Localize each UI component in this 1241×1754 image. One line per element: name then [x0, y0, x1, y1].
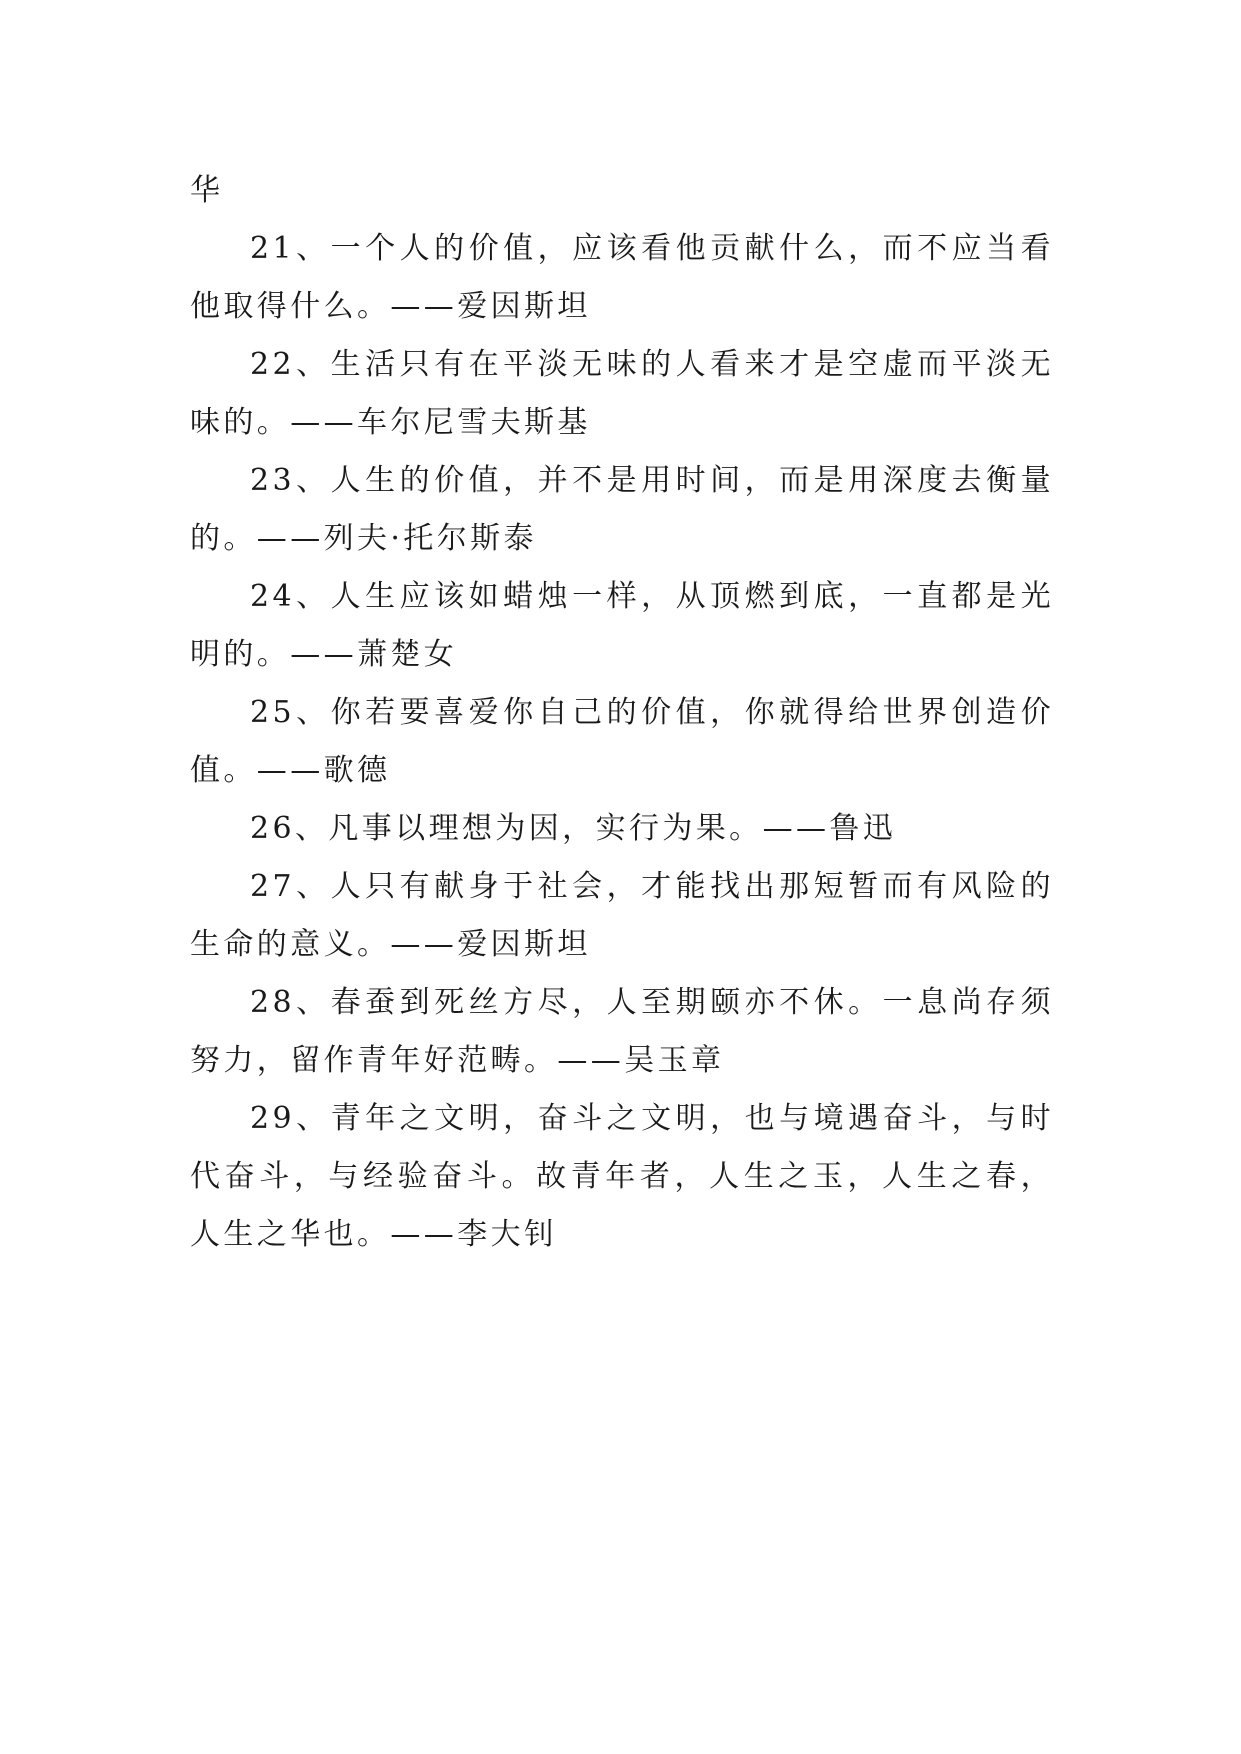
quote-paragraph: 24、人生应该如蜡烛一样，从顶燃到底，一直都是光明的。——萧楚女: [190, 579, 1054, 672]
continuation-line: 华: [190, 173, 224, 208]
quote-paragraph: 29、青年之文明，奋斗之文明，也与境遇奋斗，与时代奋斗，与经验奋斗。故青年者，人生之玉，人生之春，人生之华也。——李大钊: [190, 1101, 1054, 1252]
quote-paragraph: 25、你若要喜爱你自己的价值，你就得给世界创造价值。——歌德: [190, 695, 1054, 788]
document-body: [190, 162, 1054, 1264]
quote-paragraph: 21、一个人的价值，应该看他贡献什么，而不应当看他取得什么。——爱因斯坦: [190, 231, 1054, 324]
quote-paragraph: 22、生活只有在平淡无味的人看来才是空虚而平淡无味的。——车尔尼雪夫斯基: [190, 347, 1054, 440]
quote-paragraph: 26、凡事以理想为因，实行为果。——鲁迅: [250, 811, 897, 846]
quote-paragraph: 23、人生的价值，并不是用时间，而是用深度去衡量的。——列夫·托尔斯泰: [190, 463, 1054, 556]
quote-paragraph: 28、春蚕到死丝方尽，人至期颐亦不休。一息尚存须努力，留作青年好范畴。——吴玉章: [190, 985, 1054, 1078]
quote-paragraph: 27、人只有献身于社会，才能找出那短暂而有风险的生命的意义。——爱因斯坦: [190, 869, 1054, 962]
